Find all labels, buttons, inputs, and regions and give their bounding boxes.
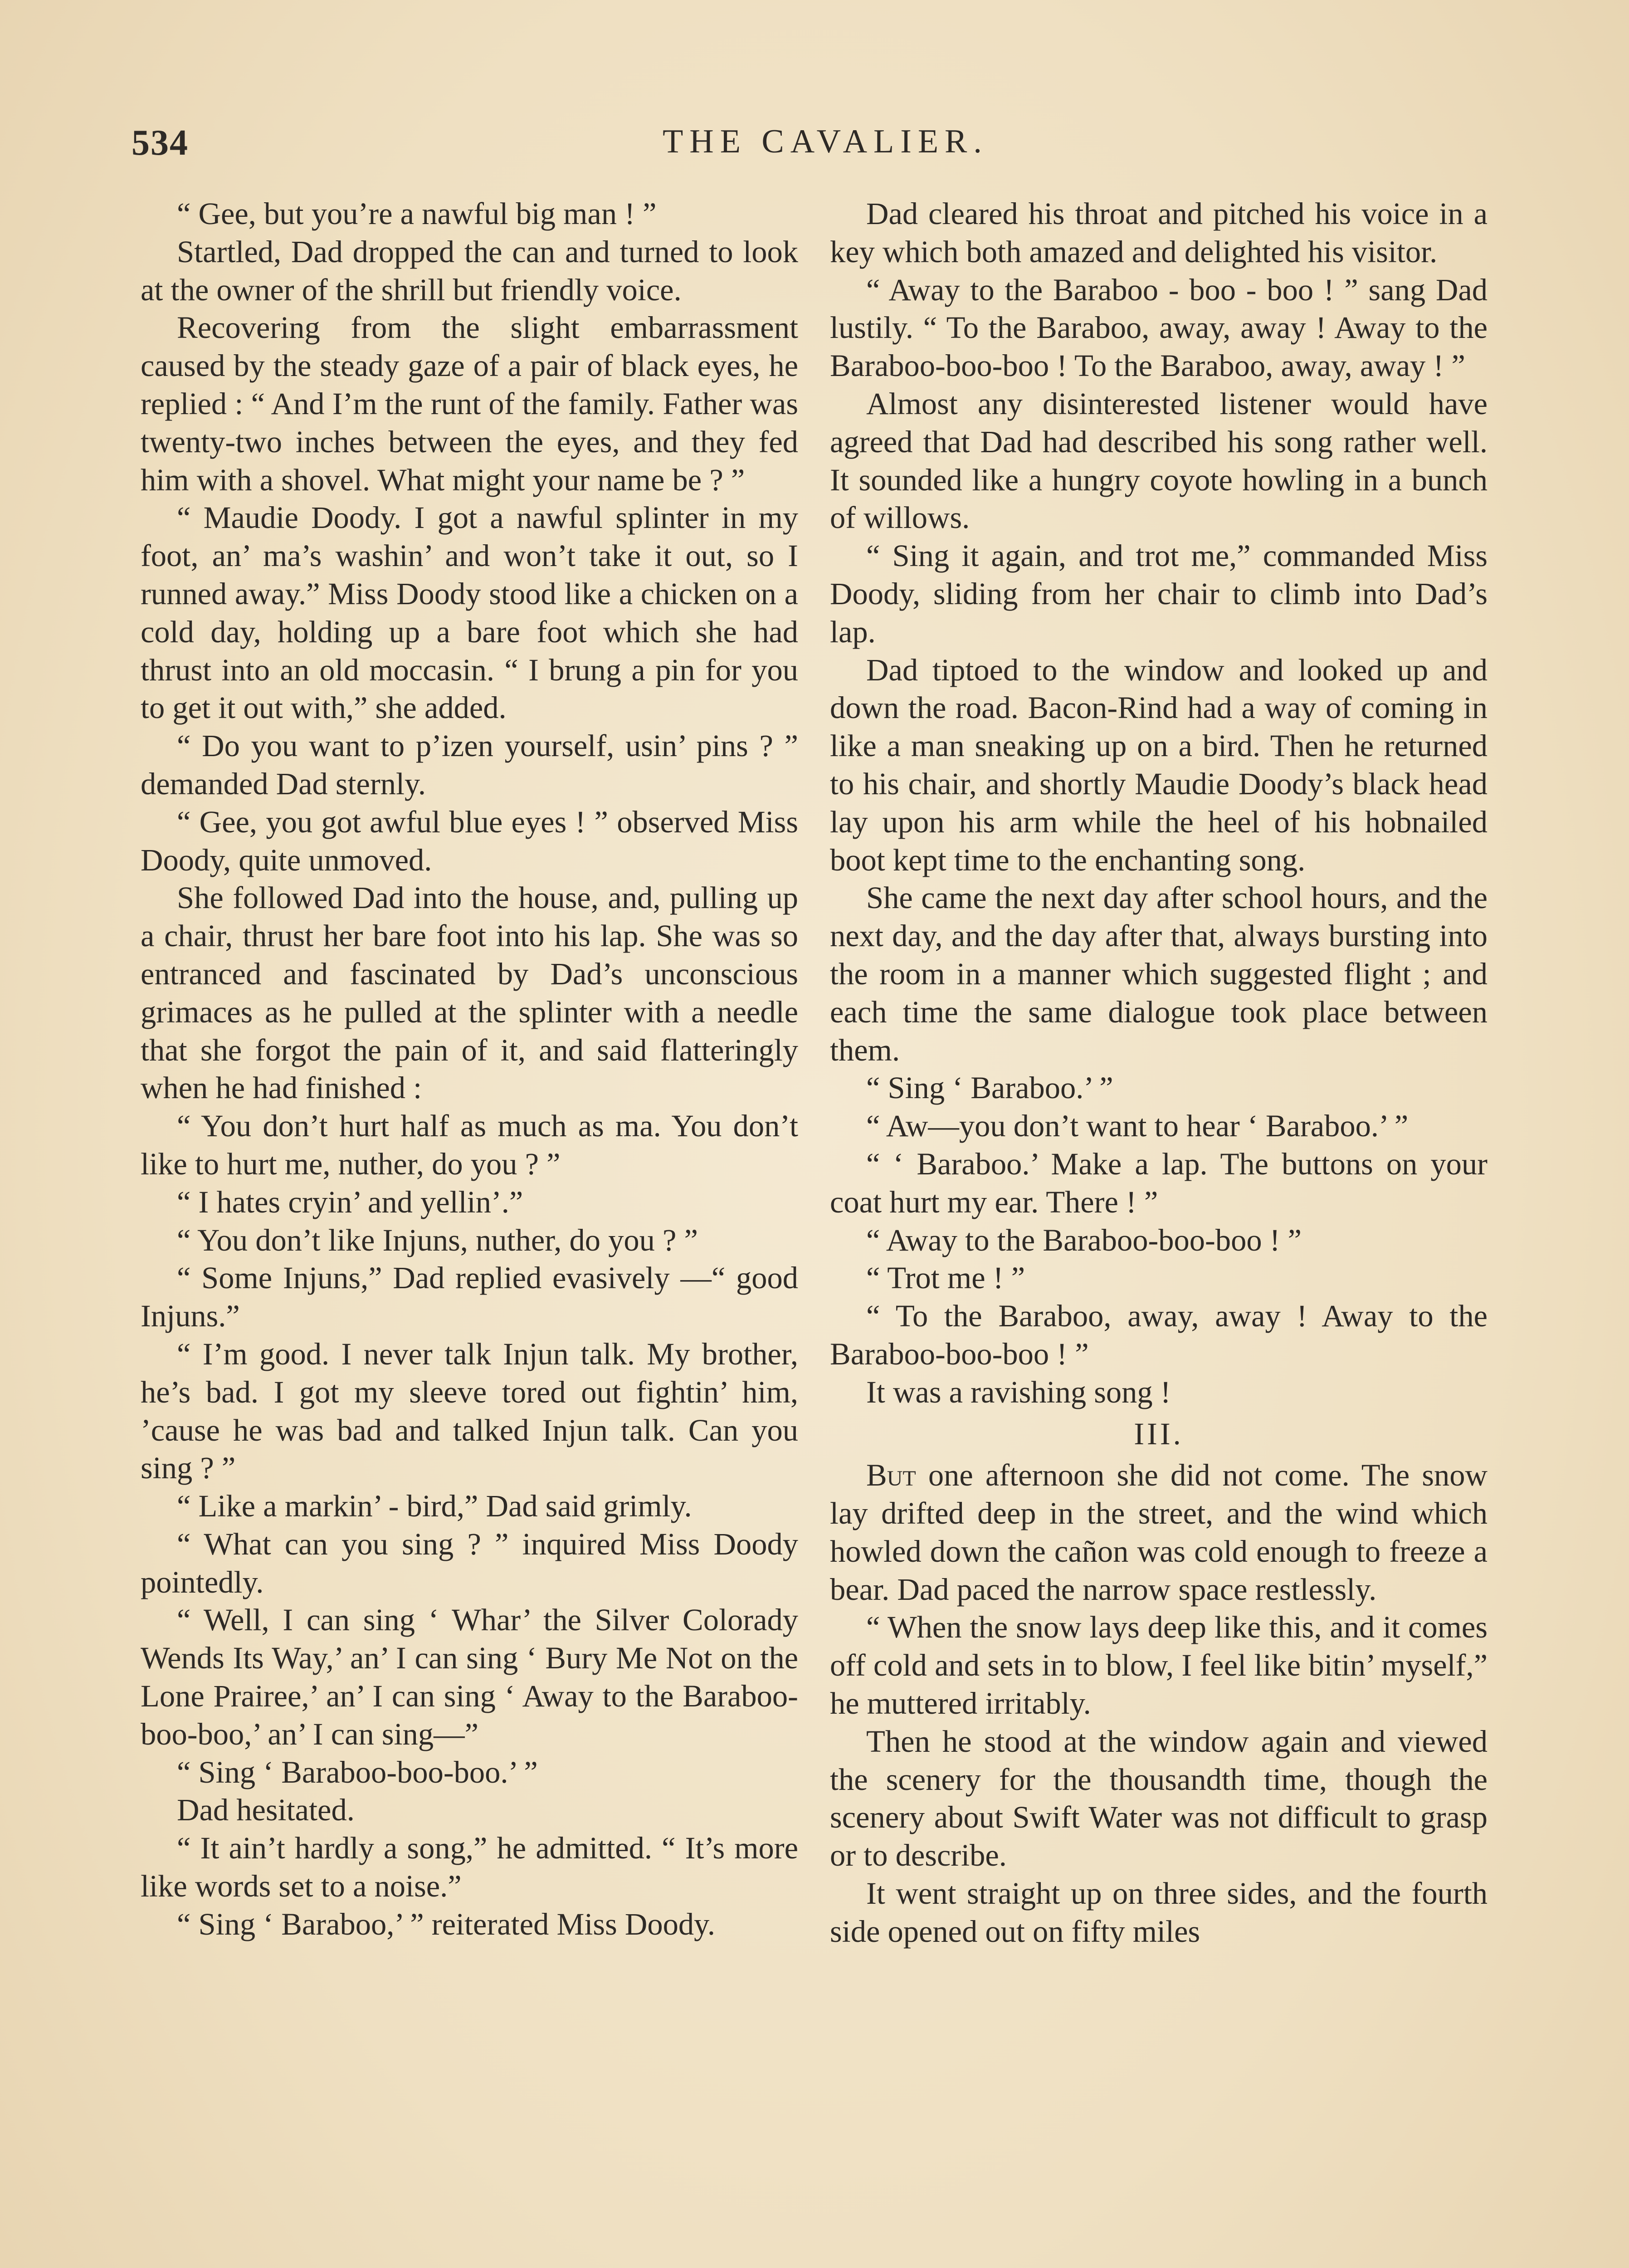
paragraph: “ Like a markin’ - bird,” Dad said grimly. (177, 1489, 692, 1524)
paragraph: “ It ain’t hardly a song,” he admitted. “ It’s more like words set to a noise.” (141, 1831, 798, 1904)
section-dropcap: But (866, 1458, 916, 1493)
paragraph: Almost any disinterested listener would have agreed that Dad had described his song rather well. It sounded like a hungry coyote howling in a bunch of willows. (830, 386, 1488, 535)
paragraph: Then he stood at the window again and viewed the scenery for the thousandth time, though the scenery about Swift Water was not difficult to grasp or to describe. (830, 1724, 1488, 1873)
page-header (132, 122, 1519, 172)
paragraph: Dad cleared his throat and pitched his voice in a key which both amazed and delighted his visitor. (830, 196, 1488, 269)
paragraph: Dad hesitated. (177, 1793, 355, 1828)
paragraph: Recovering from the slight embarrassment caused by the steady gaze of a pair of black eyes, he replied : “ And I’m the runt of the family. Father was twenty-two inches between the eyes, and they fed him with a shovel. What might your name be ? ” (141, 310, 798, 497)
paragraph: “ Away to the Baraboo-boo-boo ! ” (866, 1222, 1302, 1257)
paragraph: “ Trot me ! ” (866, 1261, 1025, 1295)
paragraph: “ ‘ Baraboo.’ Make a lap. The buttons on your coat hurt my ear. There ! ” (830, 1146, 1488, 1219)
paragraph: “ What can you sing ? ” inquired Miss Doody pointedly. (141, 1526, 798, 1599)
paragraph: Startled, Dad dropped the can and turned to look at the owner of the shrill but friendly voice. (141, 234, 798, 307)
section-opening-paragraph (830, 1457, 1488, 1608)
paragraph: “ Away to the Baraboo - boo - boo ! ” sang Dad lustily. “ To the Baraboo, away, away ! Away to the Baraboo-boo-boo ! To the Baraboo, away, away ! ” (830, 272, 1488, 383)
paragraph: Dad tiptoed to the window and looked up and down the road. Bacon-Rind had a way of coming in like a man sneaking up on a bird. Then he returned to his chair, and shortly Maudie Doody’s black head lay upon his arm while the heel of his hobnailed boot kept time to the enchanting song. (830, 652, 1488, 877)
paragraph: She came the next day after school hours, and the next day, and the day after that, always bursting into the room in a manner which suggested flight ; and each time the same dialogue took place between them. (830, 880, 1488, 1067)
paragraph: “ Gee, but you’re a nawful big man ! ” (177, 196, 657, 231)
page-number: 534 (132, 123, 189, 163)
paragraph: “ I hates cryin’ and yellin’.” (177, 1184, 523, 1219)
section-heading: III. (1134, 1416, 1184, 1451)
paragraph: “ Do you want to p’izen yourself, usin’ pins ? ” demanded Dad sternly. (141, 728, 798, 801)
paragraph: “ Gee, you got awful blue eyes ! ” observed Miss Doody, quite unmoved. (141, 804, 798, 877)
paragraph: It went straight up on three sides, and the fourth side opened out on fifty miles (830, 1876, 1488, 1949)
right-column (830, 195, 1488, 1951)
paragraph: It was a ravishing song ! (866, 1374, 1171, 1409)
paragraph: “ Some Injuns,” Dad replied evasively —“ good Injuns.” (141, 1261, 798, 1334)
paragraph: “ Maudie Doody. I got a nawful splinter in my foot, an’ ma’s washin’ and won’t take it out, so I runned away.” Miss Doody stood like a chicken on a cold day, holding up a bare foot which she had thrust into an old moccasin. “ I brung a pin for you to get it out with,” she added. (141, 500, 798, 725)
section-opening-text: one afternoon she did not come. The snow lay drifted deep in the street, and the wind which howled down the cañon was cold enough to freeze a bear. Dad paced the narrow space restlessly. (830, 1458, 1488, 1607)
paragraph: She followed Dad into the house, and, pulling up a chair, thrust her bare foot into his lap. She was so entranced and fascinated by Dad’s unconscious grimaces as he pulled at the splinter with a needle that she forgot the pain of it, and said flatteringly when he had finished : (141, 880, 798, 1105)
running-head: THE CAVALIER. (663, 123, 988, 160)
paragraph: “ Sing ‘ Baraboo,’ ” reiterated Miss Doody. (177, 1906, 716, 1941)
paragraph: “ When the snow lays deep like this, and it comes off cold and sets in to blow, I feel like bitin’ myself,” he muttered irritably. (830, 1610, 1488, 1721)
paragraph: “ I’m good. I never talk Injun talk. My brother, he’s bad. I got my sleeve tored out fightin’ him, ’cause he was bad and talked Injun talk. Can you sing ? ” (141, 1336, 798, 1486)
paragraph: “ Sing ‘ Baraboo.’ ” (866, 1070, 1113, 1105)
paragraph: “ To the Baraboo, away, away ! Away to the Baraboo-boo-boo ! ” (830, 1299, 1488, 1371)
left-column (141, 195, 798, 1944)
paragraph: “ Sing ‘ Baraboo-boo-boo.’ ” (177, 1755, 538, 1789)
paragraph: “ Well, I can sing ‘ Whar’ the Silver Colorady Wends Its Way,’ an’ I can sing ‘ Bury Me Not on the Lone Prairee,’ an’ I can sing ‘ Away to the Baraboo-boo-boo,’ an’ I can sing—” (141, 1603, 798, 1751)
paragraph: “ Sing it again, and trot me,” commanded Miss Doody, sliding from her chair to climb into Dad’s lap. (830, 538, 1488, 649)
paragraph: “ You don’t like Injuns, nuther, do you ? ” (177, 1222, 698, 1257)
paragraph: “ Aw—you don’t want to hear ‘ Baraboo.’ ” (866, 1109, 1409, 1144)
paragraph: “ You don’t hurt half as much as ma. You don’t like to hurt me, nuther, do you ? ” (141, 1109, 798, 1181)
